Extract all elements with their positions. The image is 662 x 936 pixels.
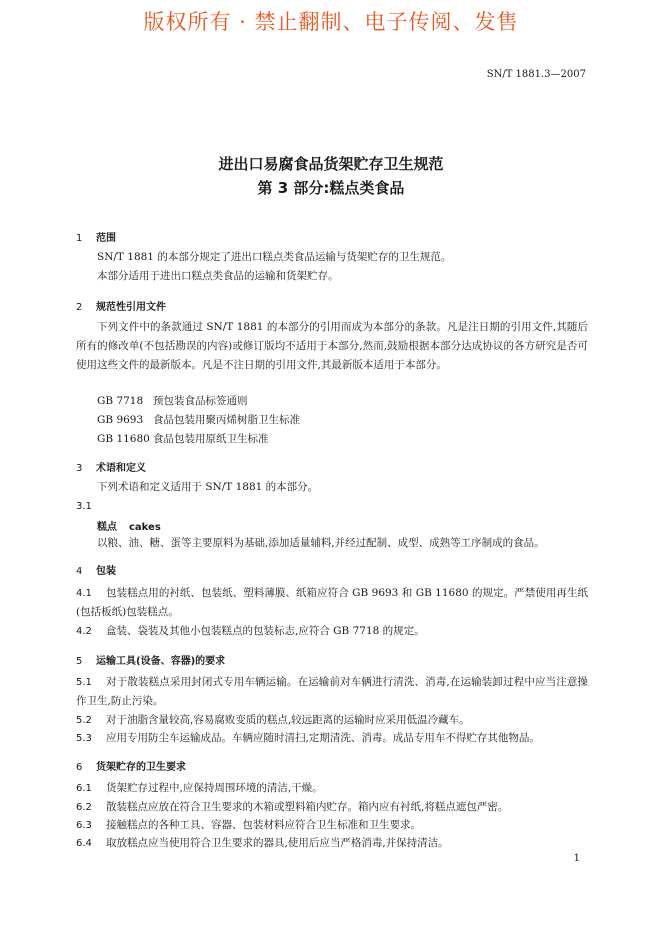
reference-name: 预包装食品标签通则 bbox=[153, 395, 248, 407]
clause-item bbox=[76, 729, 588, 748]
clause-item bbox=[76, 834, 588, 853]
clause-text: 散装糕点应放在符合卫生要求的木箱或塑料箱内贮存。箱内应有衬纸,将糕点遮包严密。 bbox=[106, 801, 509, 813]
paragraph: SN/T 1881 的本部分规定了进出口糕点类食品运输与货架贮存的卫生规范。 bbox=[97, 251, 452, 263]
paragraph: 本部分适用于进出口糕点类食品的运输和货架贮存。 bbox=[97, 270, 339, 282]
section-number: 3 bbox=[76, 463, 83, 474]
clause-number: 5.1 bbox=[76, 677, 92, 688]
section-heading-6 bbox=[76, 758, 186, 773]
clause-text: 货架贮存过程中,应保持周围环境的清洁,干燥。 bbox=[106, 782, 323, 794]
section-title: 货架贮存的卫生要求 bbox=[96, 762, 186, 773]
section-title: 规范性引用文件 bbox=[96, 302, 166, 313]
section-title: 范围 bbox=[96, 233, 116, 244]
clause-item bbox=[76, 622, 588, 641]
section-title: 运输工具(设备、容器)的要求 bbox=[96, 656, 226, 667]
reference-item bbox=[97, 431, 269, 446]
section-number: 4 bbox=[76, 566, 83, 577]
subsection-number: 3.1 bbox=[76, 501, 92, 512]
clause-number: 6.2 bbox=[76, 802, 92, 813]
section-heading-1 bbox=[76, 229, 116, 244]
reference-item bbox=[97, 393, 248, 408]
clause-number: 6.3 bbox=[76, 820, 92, 831]
reference-name: 食品包装用原纸卫生标准 bbox=[153, 433, 269, 445]
clause-number: 5.2 bbox=[76, 715, 92, 726]
section-number: 6 bbox=[76, 762, 83, 773]
clause-text: 包装糕点用的衬纸、包装纸、塑料薄膜、纸箱应符合 GB 9693 和 GB 11680 的规定。严禁使用再生纸(包括板纸)包装糕点。 bbox=[76, 587, 588, 618]
section-heading-3 bbox=[76, 459, 146, 474]
reference-item bbox=[97, 412, 300, 427]
clause-item bbox=[76, 711, 588, 730]
copyright-watermark: 版权所有 · 禁止翻制、电子传阅、发售 bbox=[143, 10, 519, 34]
clause-item bbox=[76, 798, 588, 817]
document-subtitle: 第 3 部分:糕点类食品 bbox=[257, 179, 405, 197]
section-heading-2 bbox=[76, 298, 166, 313]
clause-number: 5.3 bbox=[76, 733, 92, 744]
term-english: cakes bbox=[129, 522, 161, 533]
section-heading-4 bbox=[76, 562, 116, 577]
term-chinese: 糕点 bbox=[97, 522, 117, 533]
clause-text: 取放糕点应当使用符合卫生要求的器具,使用后应当严格消毒,并保持清洁。 bbox=[106, 837, 449, 849]
paragraph: 下列文件中的条款通过 SN/T 1881 的本部分的引用而成为本部分的条款。凡是注日期的引用文件,其随后所有的修改单(不包括勘误的内容)或修订版均不适用于本部分,然而,鼓励根据本部分达成协议的各方研究是否可使用这些文件的最新版本。凡是不注日期的引用文件,其最新版本适用于本部分。 bbox=[76, 321, 588, 371]
clause-text: 对于散装糕点采用封闭式专用车辆运输。在运输前对车辆进行清洗、消毒,在运输装卸过程中应当注意操作卫生,防止污染。 bbox=[76, 676, 588, 707]
page-number: 1 bbox=[573, 853, 580, 864]
clause-text: 对于油脂含量较高,容易腐败变质的糕点,较远距离的运输时应采用低温冷藏车。 bbox=[106, 714, 470, 726]
section-title: 术语和定义 bbox=[96, 463, 146, 474]
clause-item bbox=[76, 673, 588, 711]
reference-name: 食品包装用聚丙烯树脂卫生标准 bbox=[153, 414, 300, 426]
clause-text: 盒装、袋装及其他小包装糕点的包装标志,应符合 GB 7718 的规定。 bbox=[106, 625, 425, 637]
clause-number: 6.1 bbox=[76, 783, 92, 794]
clause-item bbox=[76, 779, 588, 798]
term-entry bbox=[97, 518, 161, 533]
section-number: 2 bbox=[76, 302, 83, 313]
standard-code: SN/T 1881.3—2007 bbox=[486, 69, 586, 80]
clause-text: 接触糕点的各种工具、容器、包装材料应符合卫生标准和卫生要求。 bbox=[106, 819, 421, 831]
reference-code: GB 11680 bbox=[97, 433, 150, 445]
section-number: 1 bbox=[76, 233, 83, 244]
section-title: 包装 bbox=[96, 566, 116, 577]
paragraph: 下列术语和定义适用于 SN/T 1881 的本部分。 bbox=[97, 481, 319, 493]
clause-text: 应用专用防尘车运输成品。车辆应随时清扫,定期清洗、消毒。成品专用车不得贮存其他物品。 bbox=[106, 732, 540, 744]
reference-code: GB 7718 bbox=[97, 395, 144, 407]
clause-number: 4.1 bbox=[76, 588, 92, 599]
clause-number: 4.2 bbox=[76, 626, 92, 637]
clause-item bbox=[76, 816, 588, 835]
section-number: 5 bbox=[76, 656, 83, 667]
term-definition: 以粮、油、糖、蛋等主要原料为基础,添加适量辅料,并经过配制、成型、成熟等工序制成的食品。 bbox=[97, 537, 545, 549]
section-heading-5 bbox=[76, 652, 225, 667]
document-title: 进出口易腐食品货架贮存卫生规范 bbox=[218, 155, 444, 173]
clause-number: 6.4 bbox=[76, 838, 92, 849]
clause-item bbox=[76, 584, 588, 622]
reference-code: GB 9693 bbox=[97, 414, 144, 426]
